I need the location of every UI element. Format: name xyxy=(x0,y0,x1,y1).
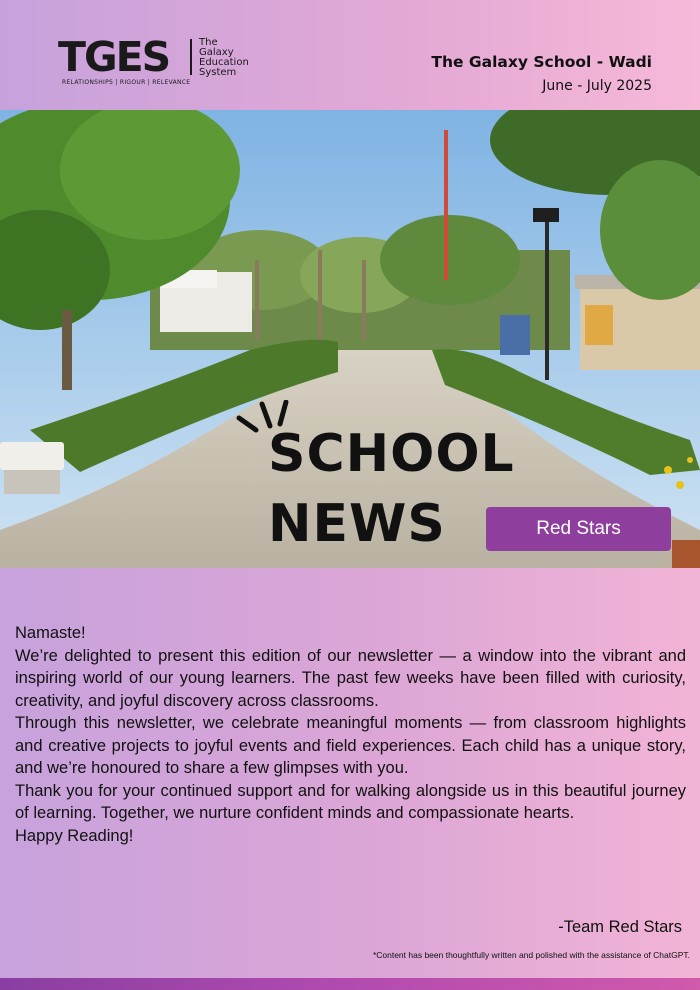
page-header xyxy=(0,0,700,110)
bottom-accent-bar xyxy=(0,978,700,990)
school-news-title xyxy=(268,424,515,554)
logo-subtitle xyxy=(199,38,279,78)
edition-date: June - July 2025 xyxy=(542,78,652,94)
intro-paragraph-1: We’re delighted to present this edition of our newsletter — a window into the vibrant and inspiring world of our young learners. The past few weeks have been filled with curiosity, creativity, and joyful discovery across classrooms. xyxy=(15,646,686,710)
logo-sub-line: Education xyxy=(199,57,249,68)
school-name: The Galaxy School - Wadi xyxy=(431,53,652,71)
newsletter-intro xyxy=(15,622,686,847)
logo-sub-line: The xyxy=(199,37,218,48)
footnote: *Content has been thoughtfully written and polished with the assistance of ChatGPT. xyxy=(372,950,690,960)
intro-paragraph-2: Through this newsletter, we celebrate meaningful moments — from classroom highlights and creative projects to joyful events and field experiences. Each child has a unique story, and we’re honoured to share a few glimpses with you. xyxy=(15,714,686,777)
logo-sub-line: Galaxy xyxy=(199,47,234,58)
closing: Happy Reading! xyxy=(15,826,134,845)
title-line-school: SCHOOL xyxy=(268,424,515,484)
intro-paragraph-3: Thank you for your continued support and for walking alongside us in this beautiful journey of learning. Together, we nurture confident minds and compassionate hearts. xyxy=(15,781,686,822)
class-badge: Red Stars xyxy=(486,507,671,551)
greeting: Namaste! xyxy=(15,624,86,642)
hero-photo xyxy=(0,110,700,568)
tges-logo xyxy=(58,33,268,90)
logo-mark: TGES xyxy=(58,33,170,81)
team-signoff: -Team Red Stars xyxy=(558,918,682,936)
logo-tagline: RELATIONSHIPS | RIGOUR | RELEVANCE xyxy=(62,79,191,86)
title-line-news: NEWS xyxy=(268,494,446,554)
logo-sub-line: System xyxy=(199,67,237,78)
logo-divider xyxy=(190,39,192,75)
